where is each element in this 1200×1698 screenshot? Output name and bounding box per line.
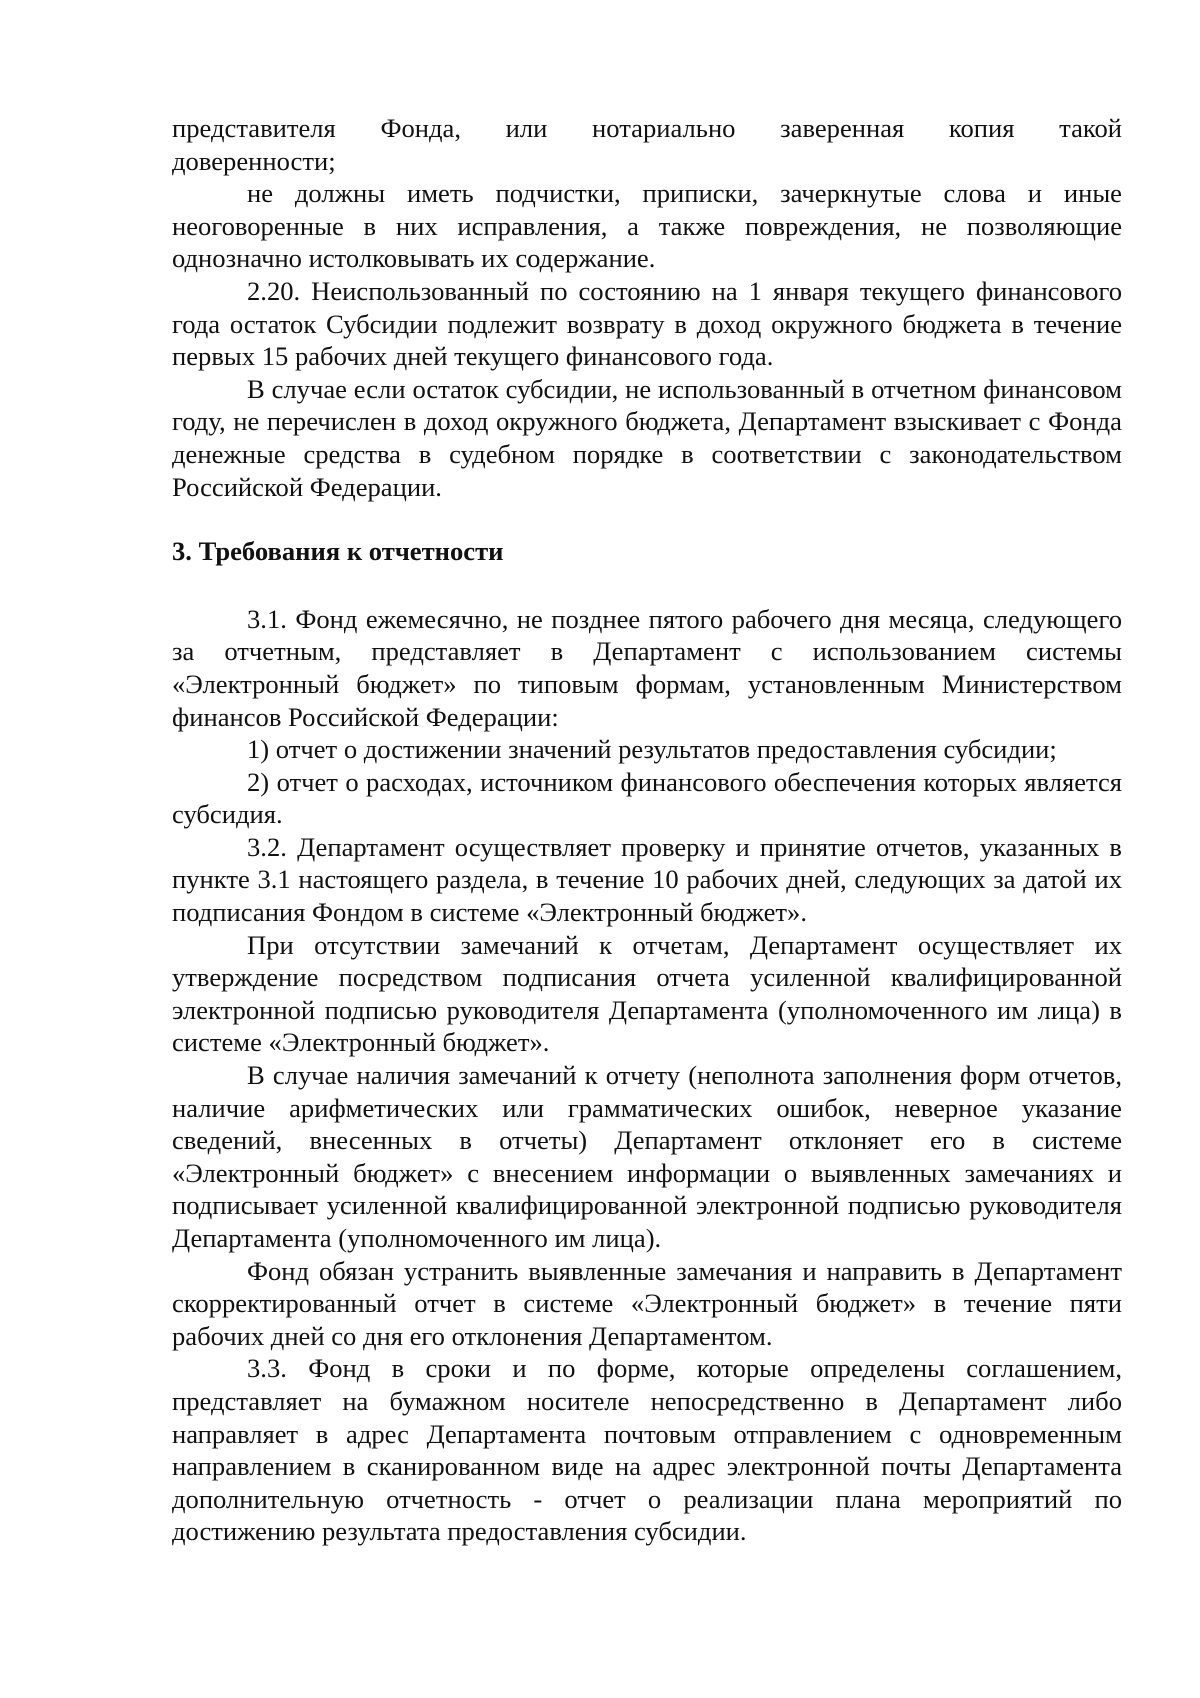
paragraph: При отсутствии замечаний к отчетам, Департамент осуществляет их утверждение посредством подписания отчета усиленной квалифицированной электронной подписью руководителя Департамента (уполномоченного им лица) в системе «Электронный бюджет». (172, 929, 1122, 1058)
document-body (172, 112, 1122, 1548)
paragraph: В случае если остаток субсидии, не использованный в отчетном финансовом году, не перечислен в доход окружного бюджета, Департамент взыскивает с Фонда денежные средства в судебном порядке в соответствии с законодательством Российской Федерации. (172, 373, 1122, 502)
paragraphs-before-heading (172, 112, 1122, 503)
paragraphs-after-heading (172, 603, 1122, 1548)
paragraph: представителя Фонда, или нотариально заверенная копия такой (172, 113, 1122, 143)
paragraph: 2) отчет о расходах, источником финансового обеспечения которых является субсидия. (172, 766, 1122, 830)
paragraph: 1) отчет о достижении значений результатов предоставления субсидии; (247, 734, 1057, 765)
paragraph: не должны иметь подчистки, приписки, зачеркнутые слова и иные неоговоренные в них исправления, а также повреждения, не позволяющие однозначно истолковывать их содержание. (172, 178, 1122, 274)
paragraph: Фонд обязан устранить выявленные замечания и направить в Департамент скорректированный отчет в системе «Электронный бюджет» в течение пяти рабочих дней со дня его отклонения Департаментом. (172, 1255, 1122, 1351)
section-heading: 3. Требования к отчетности (172, 536, 504, 567)
paragraph: 2.20. Неиспользованный по состоянию на 1 января текущего финансового года остаток Субсидии подлежит возврату в доход окружного бюджета в течение первых 15 рабочих дней текущего финансового года. (172, 275, 1122, 372)
paragraph: доверенности; (172, 145, 336, 176)
paragraph: В случае наличия замечаний к отчету (неполнота заполнения форм отчетов, наличие арифметических или грамматических ошибок, неверное указание сведений, внесенных в отчеты) Департамент отклоняет его в системе «Электронный бюджет» с внесением информации о выявленных замечаниях и подписывает усиленной квалифицированной электронной подписью руководителя Департамента (уполномоченного им лица). (172, 1060, 1122, 1253)
paragraph: 3.3. Фонд в сроки и по форме, которые определены соглашением, представляет на бумажном носителе непосредственно в Департамент либо направляет в адрес Департамента почтовым отправлением с одновременным направлением в сканированном виде на адрес электронной почты Департамента дополнительную отчетность - отчет о реализации плана мероприятий по достижению результата предоставления субсидии. (172, 1353, 1122, 1547)
paragraph: 3.2. Департамент осуществляет проверку и принятие отчетов, указанных в пункте 3.1 настоящего раздела, в течение 10 рабочих дней, следующих за датой их подписания Фондом в системе «Электронный бюджет». (172, 831, 1122, 928)
paragraph: 3.1. Фонд ежемесячно, не позднее пятого рабочего дня месяца, следующего за отчетным, представляет в Департамент с использованием системы «Электронный бюджет» по типовым формам, установленным Министерством финансов Российской Федерации: (172, 603, 1122, 732)
